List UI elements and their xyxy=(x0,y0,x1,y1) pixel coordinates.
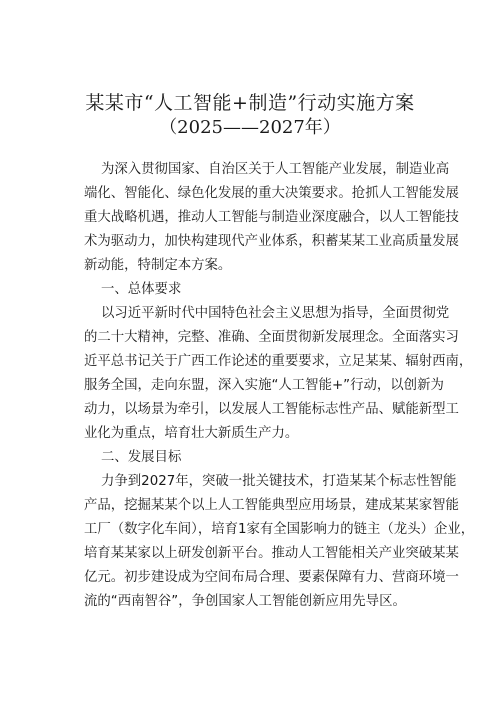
paragraph-line: 流的“西南智谷”，争创国家人工智能创新应用先导区。 xyxy=(84,594,406,609)
paragraph-line: 动力，以场景为牵引，以发展人工智能标志性产品、赋能新型工 xyxy=(84,402,459,417)
paragraph-line: 端化、智能化、绿色化发展的重大决策要求。抢抓人工智能发展 xyxy=(84,186,459,201)
paragraph-line: 力争到2027年，突破一批关键技术，打造某某个标志性智能 xyxy=(101,474,457,489)
paragraph-line: 术为驱动力，加快构建现代产业体系，积蓄某某工业高质量发展 xyxy=(84,234,459,249)
paragraph-line: 工厂（数字化车间），培育1家有全国影响力的链主（龙头）企业， xyxy=(84,522,475,537)
paragraph-line: 为深入贯彻国家、自治区关于人工智能产业发展，制造业高 xyxy=(101,162,450,177)
paragraph-line: 亿元。初步建设成为空间布局合理、要素保障有力、营商环境一 xyxy=(84,570,459,585)
paragraph-line: 重大战略机遇，推动人工智能与制造业深度融合，以人工智能技 xyxy=(84,210,459,225)
section-heading-overall-requirements: 一、总体要求 xyxy=(101,282,182,297)
paragraph-line: 业化为重点，培育壮大新质生产力。 xyxy=(84,426,299,441)
paragraph-line: 新动能，特制定本方案。 xyxy=(84,258,232,273)
section-heading-development-goals: 二、发展目标 xyxy=(101,450,182,465)
document-title: 某某市“人工智能+制造”行动实施方案 xyxy=(85,92,415,114)
document-subtitle-years: （2025——2027年） xyxy=(159,117,341,138)
paragraph-line: 培育某某家以上研发创新平台。推动人工智能相关产业突破某某 xyxy=(84,546,459,561)
paragraph-line: 产品，挖掘某某个以上人工智能典型应用场景，建成某某家智能 xyxy=(84,498,459,513)
paragraph-line: 近平总书记关于广西工作论述的重要要求，立足某某、辐射西南， xyxy=(84,354,473,369)
paragraph-line: 的二十大精神，完整、准确、全面贯彻新发展理念。全面落实习 xyxy=(84,330,459,345)
paragraph-line: 服务全国，走向东盟，深入实施“人工智能+”行动，以创新为 xyxy=(84,378,444,393)
paragraph-line: 以习近平新时代中国特色社会主义思想为指导，全面贯彻党 xyxy=(101,306,450,321)
